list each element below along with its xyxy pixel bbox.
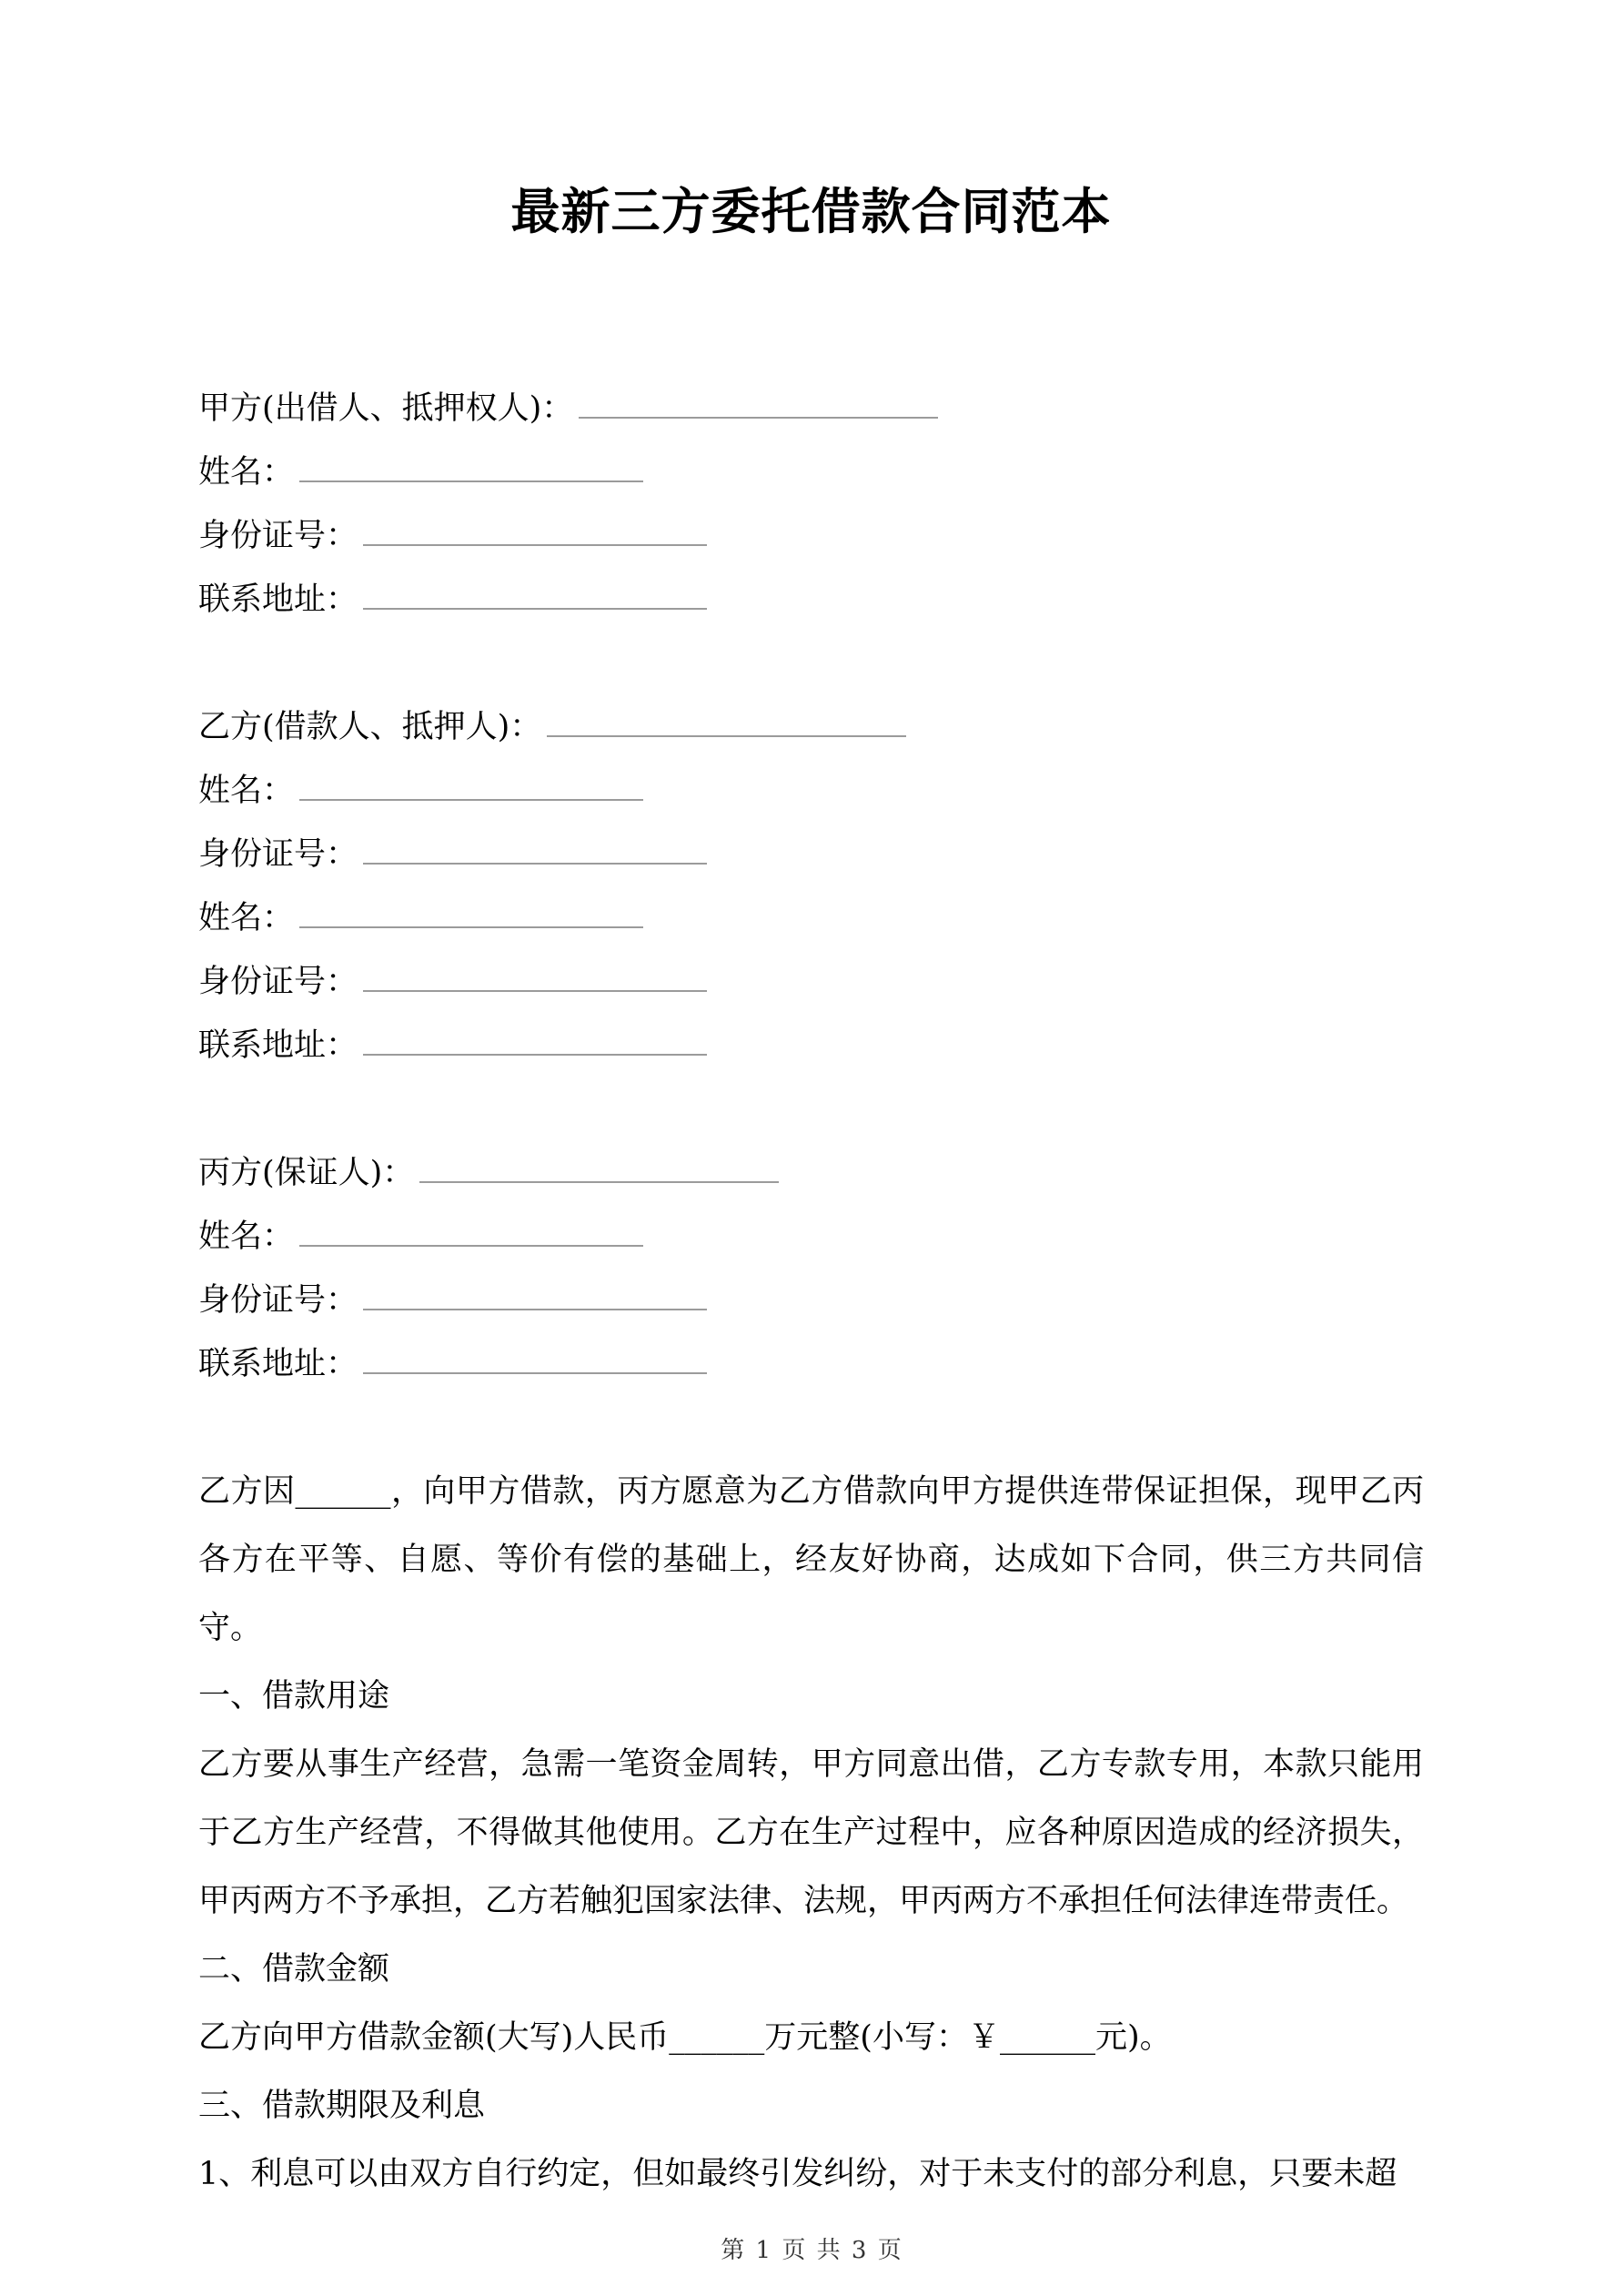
field-label: 身份证号：	[198, 1282, 358, 1319]
blank-line	[579, 416, 938, 419]
field-label: 乙方(借款人、抵押人)：	[198, 709, 542, 745]
blank-line	[363, 543, 707, 546]
party-c-header-line	[198, 1141, 1424, 1205]
section-1-paragraph: 乙方要从事生产经营，急需一笔资金周转，甲方同意出借，乙方专款专用，本款只能用于乙方生产经营，不得做其他使用。乙方在生产过程中，应各种原因造成的经济损失，甲丙两方不予承担，乙方若触犯国家法律、法规，甲丙两方不承担任何法律连带责任。	[198, 1746, 1424, 1919]
party-a-id-line	[198, 504, 1424, 568]
party-b-section	[198, 695, 1424, 1077]
blank-line	[363, 607, 707, 610]
blank-line	[299, 480, 643, 482]
intro-paragraph: 乙方因______，向甲方借款，丙方愿意为乙方借款向甲方提供连带保证担保，现甲乙丙各方在平等、自愿、等价有偿的基础上，经友好协商，达成如下合同，供三方共同信守。	[198, 1473, 1424, 1646]
blank-line	[363, 989, 707, 992]
party-a-name-line	[198, 440, 1424, 504]
party-a-header-line	[198, 377, 1424, 440]
field-label: 姓名：	[198, 1219, 295, 1255]
field-label: 身份证号：	[198, 518, 358, 554]
blank-line	[363, 1371, 707, 1374]
field-label: 身份证号：	[198, 964, 358, 1000]
party-b-id2-line	[198, 950, 1424, 1014]
party-b-address-line	[198, 1014, 1424, 1077]
section-3-heading: 三、借款期限及利息	[198, 2088, 486, 2124]
contract-body	[198, 1458, 1424, 2209]
field-label: 姓名：	[198, 454, 295, 491]
field-label: 联系地址：	[198, 1027, 358, 1064]
blank-line	[299, 798, 643, 801]
field-label: 丙方(保证人)：	[198, 1155, 415, 1191]
section-1-heading: 一、借款用途	[198, 1678, 390, 1714]
page-number-footer: 第 1 页 共 3 页	[721, 2237, 903, 2264]
blank-line	[419, 1180, 779, 1183]
party-c-id-line	[198, 1269, 1424, 1332]
party-c-name-line	[198, 1205, 1424, 1269]
party-b-name-line	[198, 759, 1424, 823]
field-label: 姓名：	[198, 773, 295, 809]
blank-line	[299, 925, 643, 928]
blank-line	[363, 1308, 707, 1310]
section-3-paragraph: 1、利息可以由双方自行约定，但如最终引发纠纷，对于未支付的部分利息，只要未超	[198, 2156, 1397, 2192]
party-a-address-line	[198, 568, 1424, 632]
field-label: 联系地址：	[198, 582, 358, 618]
party-c-address-line	[198, 1332, 1424, 1396]
party-b-name2-line	[198, 886, 1424, 950]
section-2-paragraph: 乙方向甲方借款金额(大写)人民币______万元整(小写：￥______元)。	[198, 2019, 1172, 2056]
party-c-section	[198, 1141, 1424, 1396]
section-2-heading: 二、借款金额	[198, 1951, 390, 1988]
blank-line	[363, 1053, 707, 1056]
party-a-section	[198, 377, 1424, 632]
party-b-id-line	[198, 823, 1424, 886]
document-title: 最新三方委托借款合同范本	[510, 182, 1112, 240]
field-label: 身份证号：	[198, 836, 358, 873]
blank-line	[299, 1244, 643, 1247]
field-label: 联系地址：	[198, 1346, 358, 1382]
field-label: 甲方(出借人、抵押权人)：	[198, 390, 574, 427]
party-b-header-line	[198, 695, 1424, 759]
field-label: 姓名：	[198, 900, 295, 936]
blank-line	[363, 862, 707, 865]
blank-line	[547, 734, 906, 737]
